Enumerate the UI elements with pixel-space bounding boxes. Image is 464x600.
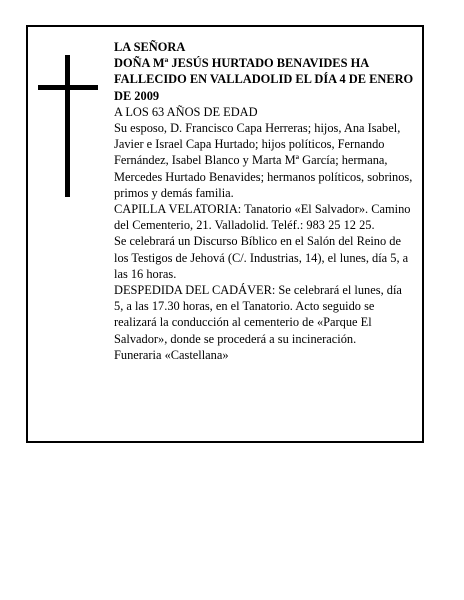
deceased-announcement: DOÑA Mª JESÚS HURTADO BENAVIDES HA FALLECIDO EN VALLADOLID EL DÍA 4 DE ENERO DE 2009	[114, 56, 414, 103]
age-line: A LOS 63 AÑOS DE EDAD	[114, 104, 258, 119]
obituary-text	[114, 39, 414, 363]
cross-icon	[38, 55, 98, 197]
chapel-paragraph: CAPILLA VELATORIA: Tanatorio «El Salvador». Camino del Cementerio, 21. Valladolid. Teléf.: 983 25 12 25.	[114, 202, 411, 233]
farewell-paragraph: DESPEDIDA DEL CADÁVER: Se celebrará el lunes, día 5, a las 17.30 horas, en el Tanatorio. Acto seguido se realizará la conducción al cementerio de «Parque El Salvador», donde se procederá a su incineración.	[114, 283, 402, 346]
cross-vertical-bar	[65, 55, 70, 197]
cross-horizontal-bar	[38, 85, 98, 90]
family-paragraph: Su esposo, D. Francisco Capa Herreras; hijos, Ana Isabel, Javier e Israel Capa Hurtado; hijos políticos, Fernando Fernández, Isabel Blanco y Marta Mª García; hermana, Mercedes Hurtado Benavides; hermanos políticos, sobrinos, primos y demás familia.	[114, 121, 413, 200]
notice-title: LA SEÑORA	[114, 40, 186, 54]
service-paragraph: Se celebrará un Discurso Bíblico en el Salón del Reino de los Testigos de Jehová (C/. Industrias, 14), el lunes, día 5, a las 16 horas.	[114, 234, 409, 281]
funeral-home: Funeraria «Castellana»	[114, 347, 229, 362]
